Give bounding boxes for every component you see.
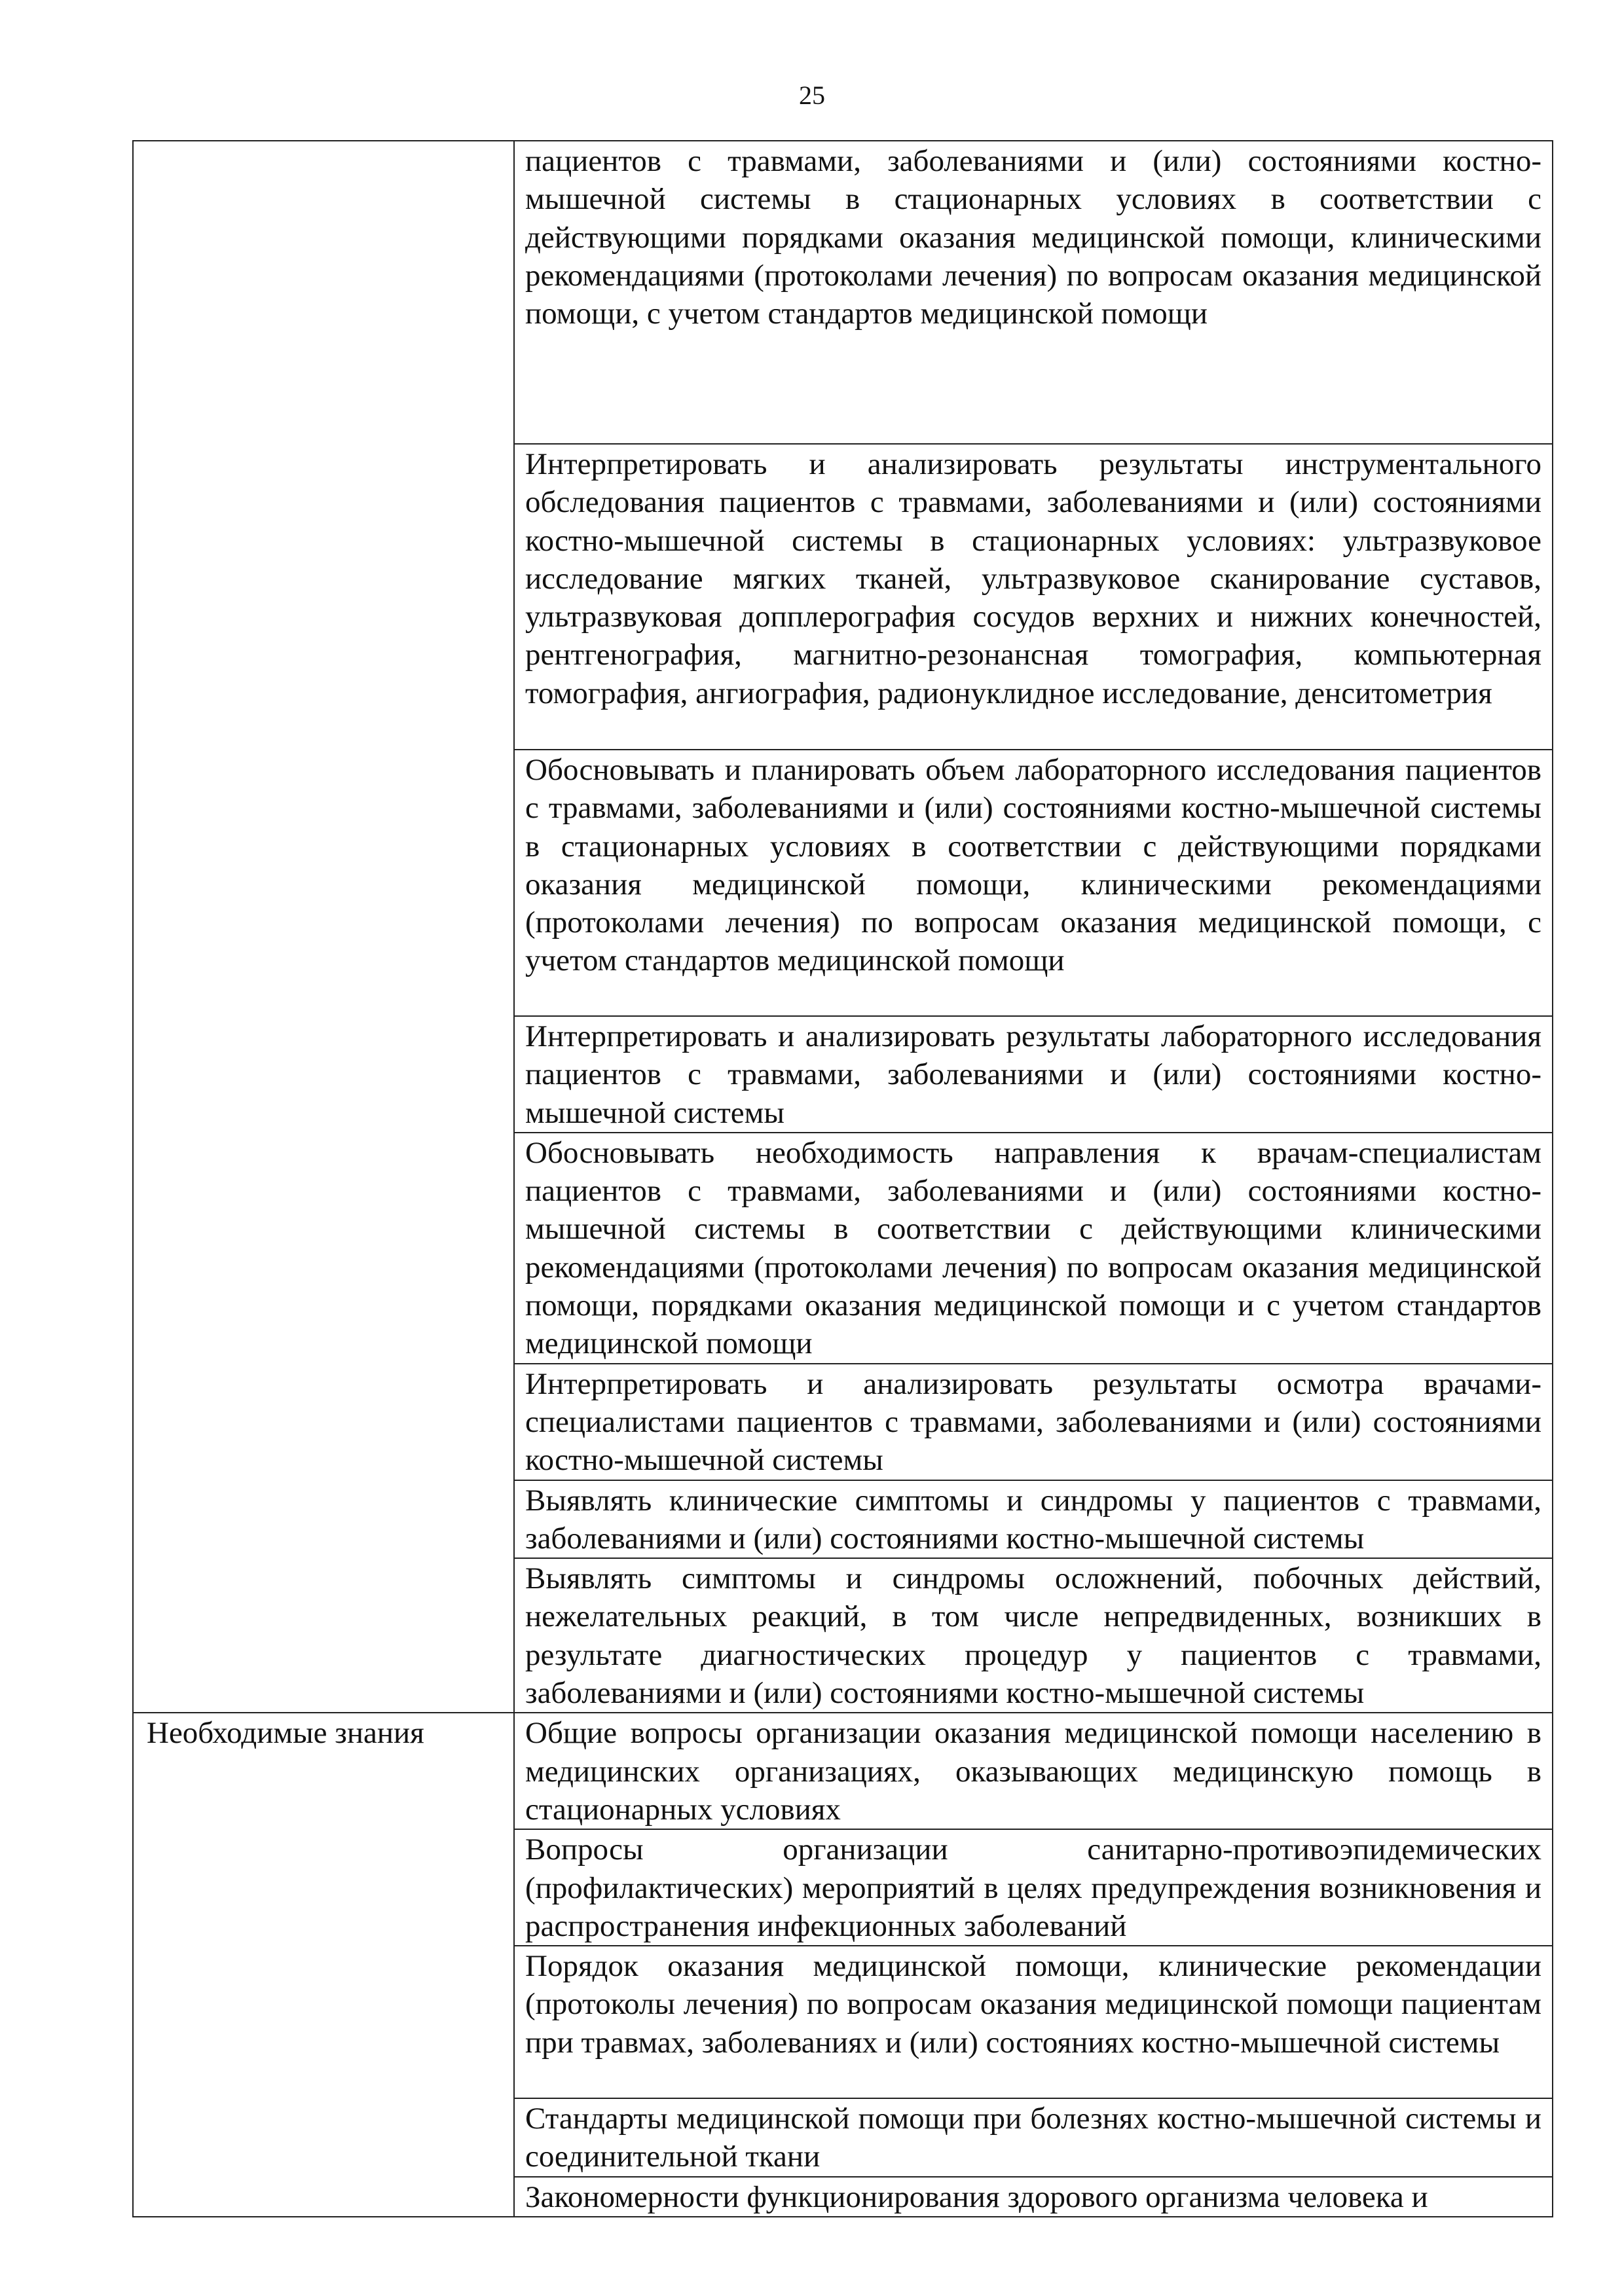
competency-table [132, 140, 1553, 2217]
knowledge-cell: Общие вопросы организации оказания медицинской помощи населению в медицинских организациях, оказывающих медицинскую помощь в стационарных условиях [514, 1713, 1553, 1829]
knowledge-cell: Порядок оказания медицинской помощи, клинические рекомендации (протоколы лечения) по вопросам оказания медицинской помощи пациентам при травмах, заболеваниях и (или) состояниях костно-мышечной системы [514, 1946, 1553, 2098]
page-number: 25 [799, 81, 825, 110]
skills-label-cell [133, 141, 514, 1713]
table-row [133, 141, 1553, 444]
knowledge-cell: Закономерности функционирования здорового организма человека и [514, 2177, 1553, 2217]
knowledge-cell: Вопросы организации санитарно-противоэпидемических (профилактических) мероприятий в целях предупреждения возникновения и распространения инфекционных заболеваний [514, 1829, 1553, 1946]
knowledge-cell: Стандарты медицинской помощи при болезнях костно-мышечной системы и соединительной ткани [514, 2098, 1553, 2177]
skill-cell: Интерпретировать и анализировать результаты инструментального обследования пациентов с травмами, заболеваниями и (или) состояниями костно-мышечной системы в стационарных условиях: ультразвуковое исследование мягких тканей, ультразвуковое сканирование суставов, ультразвуковая допплерография сосудов верхних и нижних конечностей, рентгенография, магнитно-резонансная томография, компьютерная томография, ангиография, радионуклидное исследование, денситометрия [514, 444, 1553, 750]
skill-cell: Выявлять симптомы и синдромы осложнений, побочных действий, нежелательных реакций, в том числе непредвиденных, возникших в результате диагностических процедур у пациентов с травмами, заболеваниями и (или) состояниями костно-мышечной системы [514, 1558, 1553, 1713]
knowledge-label-cell: Необходимые знания [133, 1713, 514, 2217]
skill-cell: пациентов с травмами, заболеваниями и (или) состояниями костно-мышечной системы в стационарных условиях в соответствии с действующими порядками оказания медицинской помощи, клиническими рекомендациями (протоколами лечения) по вопросам оказания медицинской помощи, с учетом стандартов медицинской помощи [514, 141, 1553, 444]
skill-cell: Выявлять клинические симптомы и синдромы у пациентов с травмами, заболеваниями и (или) состояниями костно-мышечной системы [514, 1480, 1553, 1559]
skill-cell: Обосновывать необходимость направления к врачам-специалистам пациентов с травмами, заболеваниями и (или) состояниями костно-мышечной системы в соответствии с действующими клиническими рекомендациями (протоколами лечения) по вопросам оказания медицинской помощи, порядками оказания медицинской помощи и с учетом стандартов медицинской помощи [514, 1133, 1553, 1364]
skill-cell: Обосновывать и планировать объем лабораторного исследования пациентов с травмами, заболеваниями и (или) состояниями костно-мышечной системы в стационарных условиях в соответствии с действующими порядками оказания медицинской помощи, клиническими рекомендациями (протоколами лечения) по вопросам оказания медицинской помощи, с учетом стандартов медицинской помощи [514, 750, 1553, 1016]
skill-cell: Интерпретировать и анализировать результаты лабораторного исследования пациентов с травмами, заболеваниями и (или) состояниями костно-мышечной системы [514, 1016, 1553, 1133]
table-row [133, 1713, 1553, 1829]
skill-cell: Интерпретировать и анализировать результаты осмотра врачами-специалистами пациентов с травмами, заболеваниями и (или) состояниями костно-мышечной системы [514, 1364, 1553, 1480]
